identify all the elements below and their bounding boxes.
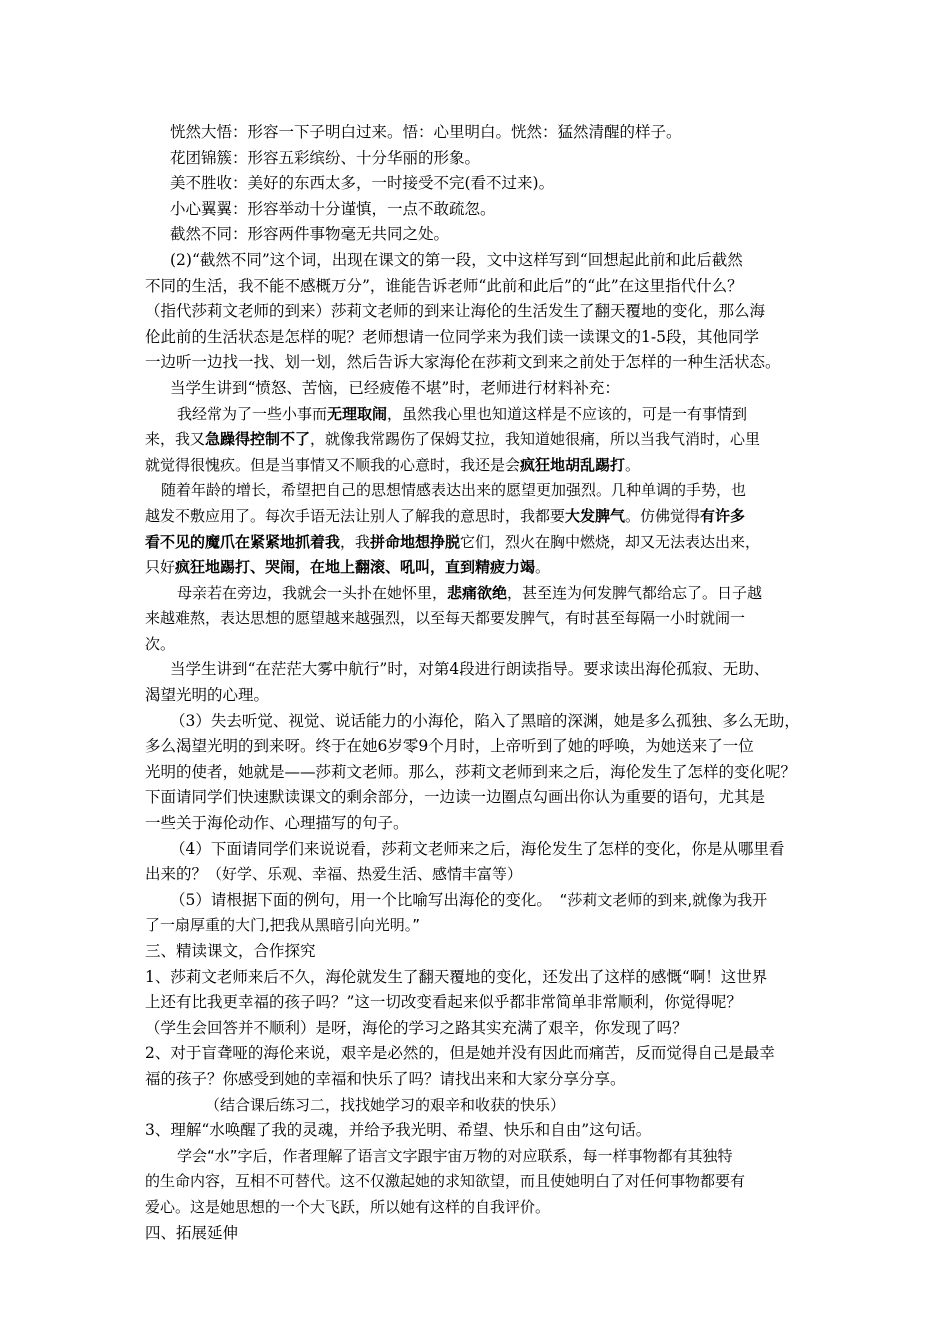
text-segment: 3、理解“水唤醒了我的灵魂，并给予我光明、希望、快乐和自由”这句话。 [145, 1121, 652, 1140]
text-segment: 。 [535, 558, 551, 577]
text-segment: ，就像我常踢伤了保姆艾拉，我知道她很痛，所以当我气消时，心里 [310, 430, 761, 449]
text-line [145, 1144, 810, 1170]
text-segment: （好学、乐观、幸福、热爱生活、感情丰富等） [207, 865, 523, 884]
bold-text-segment: 疯狂地踢打、哭闹，在地上翻滚、吼叫，直到精疲力竭 [175, 558, 536, 577]
text-line [145, 1169, 810, 1195]
text-line [145, 504, 810, 530]
text-line [145, 1195, 810, 1221]
bold-text-segment: 有许多 [700, 506, 746, 525]
text-segment: 的生命内容，互相不可替代。这不仅激起她的求知欲望，而且使她明白了对任何事物都要有 [145, 1172, 746, 1191]
text-line [145, 888, 810, 914]
text-line [145, 965, 810, 991]
text-segment: 。 [625, 455, 641, 474]
text-segment: 它们，烈火在胸中燃烧，却又无法表达出来， [460, 532, 761, 551]
bold-text-segment: 悲痛欲绝 [447, 583, 508, 602]
text-segment: （4）下面请同学们来说说看，莎莉文老师来之后，海伦发生了怎样的变化，你是从哪里看 [170, 839, 785, 858]
text-segment: 当学生讲到“愤怒、苦恼，已经疲倦不堪”时，老师进行材料补充： [170, 378, 620, 397]
text-segment: 了一扇厚重的大门,把我从黑暗引向光明。” [145, 916, 421, 935]
text-segment: ，甚至连为何发脾气都给忘了。日子越 [507, 583, 763, 602]
text-line [145, 222, 810, 248]
text-line [145, 197, 810, 223]
bold-text-segment: 大发脾气 [565, 506, 626, 525]
text-segment: 只好 [145, 558, 176, 577]
bold-text-segment: 疯狂地胡乱踢打 [520, 455, 626, 474]
text-line [145, 657, 810, 683]
text-line [145, 734, 810, 760]
text-segment: 伦此前的生活状态是怎样的呢？老师想请一位同学来为我们读一读课文的1-5段，其他同学 [145, 327, 759, 346]
text-segment: （学生会回答并不顺利）是呀，海伦的学习之路其实充满了艰辛，你发现了吗？ [145, 1018, 688, 1037]
text-segment: （3）失去听觉、视觉、说话能力的小海伦，陷入了黑暗的深渊，她是多么孤独、多么无助， [170, 711, 800, 730]
text-line [145, 1041, 810, 1067]
text-segment: 花团锦簇：形容五彩缤纷、十分华丽的形象。 [170, 148, 481, 167]
text-line [145, 913, 810, 939]
bold-text-segment: 无理取闹 [327, 404, 388, 423]
text-segment: 2、对于盲聋哑的海伦来说，艰辛是必然的，但是她并没有因此而痛苦，反而觉得自己是最幸 [145, 1044, 775, 1063]
text-line [145, 606, 810, 632]
text-line [145, 760, 810, 786]
text-line [145, 1067, 810, 1093]
text-line [145, 146, 810, 172]
text-line [145, 990, 810, 1016]
text-segment: 光明的使者，她就是——莎莉文老师。那么，莎莉文老师到来之后，海伦发生了怎样的变化呢？ [145, 762, 797, 781]
text-segment: 恍然大悟：形容一下子明白过来。悟：心里明白。恍然：猛然清醒的样子。 [170, 123, 682, 141]
text-line [145, 453, 810, 479]
text-segment: 上还有比我更幸福的孩子吗？”这一切改变看起来似乎都非常简单非常顺利，你觉得呢？ [145, 993, 742, 1012]
text-segment: 随着年龄的增长，希望把自己的思想情感表达出来的愿望更加强烈。几种单调的手势，也 [161, 481, 747, 500]
text-segment: 多么渴望光明的到来呀。终于在她6岁零9个月时，上帝听到了她的呼唤，为她送来了一位 [145, 737, 754, 756]
text-line [145, 402, 810, 428]
text-line [145, 1118, 810, 1144]
text-segment: 我经常为了一些小事而 [177, 404, 328, 423]
text-segment: 美不胜收：美好的东西太多，一时接受不完(看不过来)。 [170, 174, 555, 193]
text-line [145, 581, 810, 607]
document-page [145, 120, 810, 1246]
text-line [145, 862, 810, 888]
text-segment: 三、精读课文，合作探究 [145, 942, 316, 960]
text-line [145, 274, 810, 300]
text-segment: （指代莎莉文老师的到来）莎莉文老师的到来让海伦的生活发生了翻天覆地的变化，那么海 [145, 302, 766, 321]
text-line [145, 709, 810, 735]
bold-text-segment: 急躁得控制不了 [205, 430, 311, 449]
text-segment: 来越难熬，表达思想的愿望越来越强烈，以至每天都要发脾气，有时甚至每隔一小时就闹一 [145, 609, 746, 628]
text-line [145, 1221, 810, 1247]
text-line [145, 555, 810, 581]
text-segment: 学会“水”字后，作者理解了语言文字跟宇宙万物的对应联系，每一样事物都有其独特 [177, 1146, 733, 1165]
text-segment: 一些关于海伦动作、心理描写的句子。 [145, 814, 409, 833]
text-segment: 越发不敷应用了。每次手语无法让别人了解我的意思时，我都要 [145, 506, 566, 525]
text-segment: ，我 [340, 532, 371, 551]
text-line [145, 1016, 810, 1042]
text-segment: 一边听一边找一找、划一划，然后告诉大家海伦在莎莉文到来之前处于怎样的一种生活状态。 [145, 353, 781, 372]
text-segment: 1、莎莉文老师来后不久，海伦就发生了翻天覆地的变化，还发出了这样的感慨“啊！这世界 [145, 967, 768, 986]
text-segment: 福的孩子？你感受到她的幸福和快乐了吗？请找出来和大家分享分享。 [145, 1069, 626, 1088]
bold-text-segment: 看不见的魔爪在紧紧地抓着我 [145, 532, 341, 551]
text-segment: 。仿佛觉得 [625, 506, 701, 525]
text-line [145, 171, 810, 197]
text-segment: 次。 [145, 634, 176, 653]
text-segment: （5）请根据下面的例句，用一个比喻写出海伦的变化。 [170, 890, 560, 909]
text-segment: 截然不同：形容两件事物毫无共同之处。 [170, 225, 450, 244]
text-line [145, 530, 810, 556]
text-segment: (2)“截然不同”这个词，出现在课文的第一段，文中这样写到“回想起此前和此后截然 [170, 250, 743, 269]
text-segment: 小心翼翼：形容举动十分谨慎，一点不敢疏忽。 [170, 199, 496, 218]
text-segment: 来，我又 [145, 430, 206, 449]
text-segment: 不同的生活，我不能不感概万分”，谁能告诉老师“此前和此后”的“此”在这里指代什么？ [145, 276, 743, 295]
text-segment: 出来的？ [145, 865, 208, 884]
text-line [145, 350, 810, 376]
text-segment: （结合课后练习二，找找她学习的艰辛和收获的快乐） [205, 1095, 566, 1114]
text-line [145, 325, 810, 351]
text-line [145, 837, 810, 863]
text-line [145, 1093, 810, 1119]
text-line [145, 376, 810, 402]
text-segment: ，虽然我心里也知道这样是不应该的，可是一有事情到 [387, 404, 748, 423]
text-segment: 爱心。这是她思想的一个大飞跃，所以她有这样的自我评价。 [145, 1197, 551, 1216]
text-line [145, 478, 810, 504]
bold-text-segment: 拼命地想挣脱 [370, 532, 461, 551]
text-line [145, 939, 810, 965]
text-segment: 就觉得很愧疚。但是当事情又不顺我的心意时，我还是会 [145, 455, 521, 474]
text-segment: “莎莉文老师的到来,就像为我开 [559, 890, 768, 909]
text-line [145, 427, 810, 453]
text-segment: 母亲若在旁边，我就会一头扑在她怀里， [177, 583, 448, 602]
text-line [145, 248, 810, 274]
text-line [145, 683, 810, 709]
text-segment: 四、拓展延伸 [145, 1223, 239, 1242]
text-segment: 下面请同学们快速默读课文的剩余部分，一边读一边圈点勾画出你认为重要的语句，尤其是 [145, 788, 766, 807]
text-line [145, 811, 810, 837]
text-line [145, 785, 810, 811]
text-line [145, 120, 810, 146]
text-segment: 当学生讲到“在茫茫大雾中航行”时，对第4段进行朗读指导。要求读出海伦孤寂、无助、 [170, 660, 770, 679]
text-line [145, 632, 810, 658]
text-segment: 渴望光明的心理。 [145, 686, 270, 705]
text-line [145, 299, 810, 325]
